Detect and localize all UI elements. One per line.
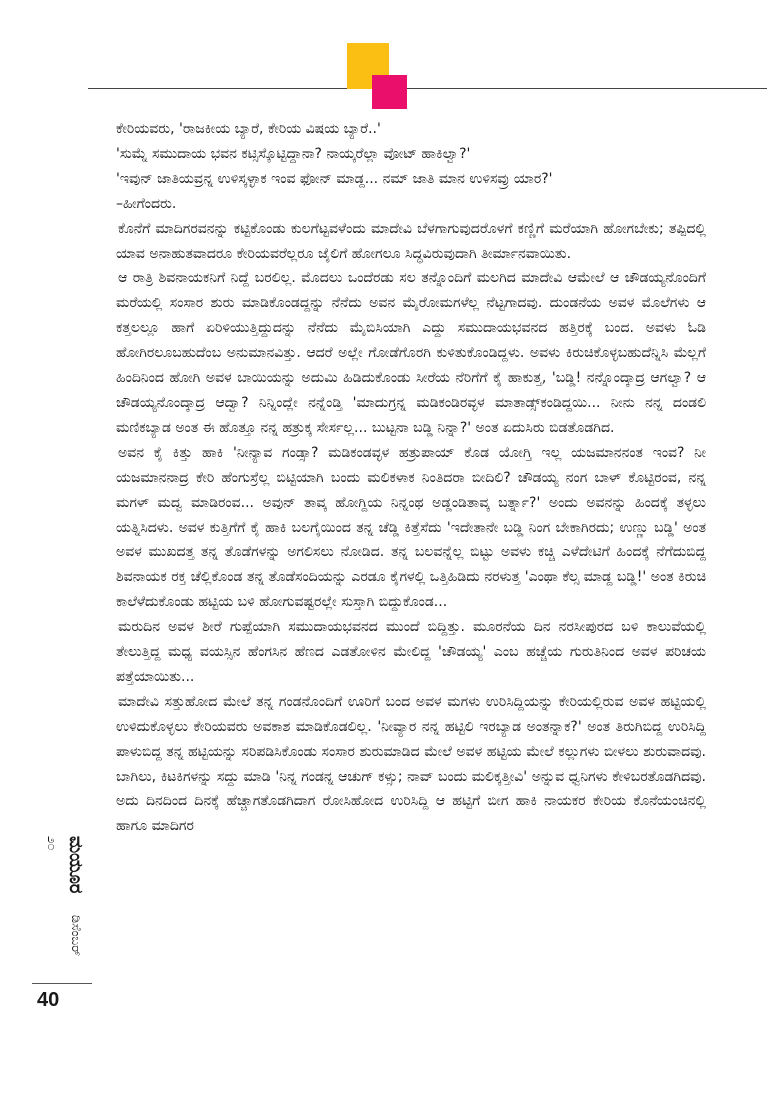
- article-body: [116, 117, 706, 839]
- page-number: 40: [37, 989, 60, 1011]
- issue-month: ಡಿಸೆಂಬರ್ ೨೦: [44, 836, 83, 957]
- paragraph-1: ಕೇರಿಯವರು, 'ರಾಜಕೀಯ ಬ್ಯಾರೆ, ಕೇರಿಯ ವಿಷಯ ಬ್ಯಾರೆ..': [116, 121, 381, 137]
- paragraph-6: ಆ ರಾತ್ರಿ ಶಿವನಾಯಕನಿಗೆ ನಿದ್ದೆ ಬರಲಿಲ್ಲ. ಮೊದಲು ಒಂದೆರಡು ಸಲ ತನ್ನೊಂದಿಗೆ ಮಲಗಿದ ಮಾದೇವಿ ಆಮೇಲೆ ಆ ಚೌಡಯ್ಯನೊಂದಿಗೆ ಮರೆಯಲ್ಲಿ ಸಂಸಾರ ಶುರು ಮಾಡಿಕೊಂಡದ್ದನ್ನು ನೆನೆದು ಅವನ ಮೈರೋಮಗಳೆಲ್ಲ ನೆಟ್ಟಗಾದವು. ದುಂಡನೆಯ ಅವಳ ಮೊಲೆಗಳು ಆ ಕತ್ತಲಲ್ಲೂ ಹಾಗೆ ಏರಿಳಿಯುತ್ತಿದ್ದುದನ್ನು ನೆನೆದು ಮೈಬಿಸಿಯಾಗಿ ಎದ್ದು ಸಮುದಾಯಭವನದ ಹತ್ತಿರಕ್ಕೆ ಬಂದ. ಅವಳು ಓಡಿ ಹೋಗಿರಲೂಬಹುದೆಂಬ ಅನುಮಾನವಿತ್ತು. ಆದರೆ ಅಲ್ಲೇ ಗೋಡೆಗೊರಗಿ ಕುಳಿತುಕೊಂಡಿದ್ದಳು. ಅವಳು ಕಿರುಚಿಕೊಳ್ಳಬಹುದೆನ್ನಿಸಿ ಮೆಲ್ಲಗೆ ಹಿಂದಿನಿಂದ ಹೋಗಿ ಅವಳ ಬಾಯಿಯನ್ನು ಅದುಮಿ ಹಿಡಿದುಕೊಂಡು ಸೀರೆಯ ನೆರಿಗೆಗೆ ಕೈ ಹಾಕುತ್ತ, 'ಬಡ್ಡಿ! ನನ್ನೊಂದ್ಕಾದ್ರ ಆಗಲ್ವಾ? ಆ ಚೌಡಯ್ಯನೊಂದ್ಕಾದ್ರ ಆದ್ವಾ? ನಿನ್ನಿಂದ್ಲೇ ನನ್ನೆಂಡ್ತಿ 'ಮಾದುಗ್ರನ್ನ ಮಡಿಕಂಡಿರವ್ಳಳ ಮಾತಾಡ್ಸ್‌ಕಂಡಿದ್ದಯಿ... ನೀನು ನನ್ನ ದಂಡಲಿ ಮಣಿಕಬ್ಯಾಡ ಅಂತ ಈ ಹೊತ್ತೂ ನನ್ನ ಹತ್ರುಕ್ಕ ಸೇರ್ಸಲ್ಲ... ಬುಟ್ಟನಾ ಬಡ್ಡಿ ನಿನ್ನಾ?' ಅಂತ ಏದುಸಿರು ಬಿಡತೊಡಗಿದ.: [116, 270, 706, 436]
- paragraph-8: ಮರುದಿನ ಅವಳ ಶೀರೆ ಗುಪ್ಪೆಯಾಗಿ ಸಮುದಾಯಭವನದ ಮುಂದೆ ಬಿದ್ದಿತ್ತು. ಮೂರನೆಯ ದಿನ ನರಸೀಪುರದ ಬಳಿ ಕಾಲುವೆಯಲ್ಲಿ ತೇಲುತ್ತಿದ್ದ ಮಧ್ಯ ವಯಸ್ಸಿನ ಹೆಂಗಸಿನ ಹೆಣದ ಎಡತೋಳಿನ ಮೇಲಿದ್ದ 'ಚೌಡಯ್ಯ' ಎಂಬ ಹಚ್ಚೆಯ ಗುರುತಿನಿಂದ ಅವಳ ಪರಿಚಯ ಪತ್ತೆಯಾಯಿತು...: [116, 619, 706, 685]
- sidebar-rule: [32, 983, 92, 984]
- paragraph-9: ಮಾದೇವಿ ಸತ್ತುಹೋದ ಮೇಲೆ ತನ್ನ ಗಂಡನೊಂದಿಗೆ ಊರಿಗೆ ಬಂದ ಅವಳ ಮಗಳು ಉರಿಸಿದ್ದಿಯನ್ನು ಕೇರಿಯಲ್ಲಿರುವ ಅವಳ ಹಟ್ಟಿಯಲ್ಲಿ ಉಳಿದುಕೊಳ್ಳಲು ಕೇರಿಯವರು ಅವಕಾಶ ಮಾಡಿಕೊಡಲಿಲ್ಲ. 'ನೀವ್ಯಾರ ನನ್ನ ಹಟ್ಟಿಲಿ ಇರಬ್ಯಾಡ ಅಂತನ್ನಾಕ?' ಅಂತ ತಿರುಗಿಬಿದ್ದ ಉರಿಸಿದ್ದಿ ಪಾಳುಬಿದ್ದ ತನ್ನ ಹಟ್ಟಿಯನ್ನು ಸರಿಪಡಿಸಿಕೊಂಡು ಸಂಸಾರ ಶುರುಮಾಡಿದ ಮೇಲೆ ಅವಳ ಹಟ್ಟಿಯ ಮೇಲೆ ಕಲ್ಲುಗಳು ಬೀಳಲು ಶುರುವಾದವು. ಬಾಗಿಲು, ಕಿಟಕಿಗಳನ್ನು ಸದ್ದು ಮಾಡಿ 'ನಿನ್ನ ಗಂಡನ್ನ ಆಚುಗ್ ಕಳ್ಸು; ನಾವ್ ಬಂದು ಮಲಿಕ್ಕತ್ತೀವಿ' ಅನ್ನುವ ಧ್ವನಿಗಳು ಕೇಳಿಬರತೊಡಗಿದವು. ಅದು ದಿನದಿಂದ ದಿನಕ್ಕೆ ಹೆಚ್ಚಾಗತೊಡಗಿದಾಗ ರೋಸಿಹೋದ ಉರಿಸಿದ್ದಿ ಆ ಹಟ್ಟಿಗೆ ಬೀಗ ಹಾಕಿ ನಾಯಕರ ಕೇರಿಯ ಕೊನೆಯಂಚಿನಲ್ಲಿ ಹಾಗೂ ಮಾದಿಗರ: [116, 693, 706, 835]
- sidebar-masthead: [44, 836, 87, 974]
- paragraph-3: 'ಇವುನ್ ಜಾತಿಯವ್ರನ್ನ ಉಳಿಸ್ಕಳ್ಳಾಕ ಇಂವ ಫೋನ್ ಮಾಡ್ದ... ನಮ್ ಜಾತಿ ಮಾನ ಉಳಿಸವ್ರು ಯಾರ?': [116, 170, 553, 187]
- paragraph-2: 'ಸುಮ್ನೆ ಸಮುದಾಯ ಭವನ ಕಟ್ಸಿಸ್ಕೊಟ್ಟಿದ್ದಾನಾ? ನಾಯ್ಕರೆಲ್ಲಾ ವೋಟ್ ಹಾಕಿಲ್ವಾ?': [116, 145, 471, 162]
- decor-pink-square: [372, 75, 407, 109]
- paragraph-4: –ಹೀಗೆಂದರು.: [116, 195, 177, 212]
- paragraph-5: ಕೊನೆಗೆ ಮಾದಿಗರವನನ್ನು ಕಟ್ಟಿಕೊಂಡು ಕುಲಗೆಟ್ಟವಳೆಂದು ಮಾದೇವಿ ಬೆಳಗಾಗುವುದರೊಳಗೆ ಕಣ್ಣಿಗೆ ಮರೆಯಾಗಿ ಹೋಗಬೇಕು; ತಪ್ಪಿದಲ್ಲಿ ಯಾವ ಅನಾಹುತವಾದರೂ ಕೇರಿಯವರೆಲ್ಲರೂ ಜೈಲಿಗೆ ಹೋಗಲೂ ಸಿದ್ಧವಿರುವುದಾಗಿ ತೀರ್ಮಾನವಾಯಿತು.: [116, 220, 706, 262]
- paragraph-7: ಅವನ ಕೈ ಕಿತ್ತು ಹಾಕಿ 'ನೀನ್ಯಾವ ಗಂಡ್ಸಾ? ಮಡಿಕಂಡವ್ಳಳ ಹತ್ರುಪಾಯ್ ಕೊಡ ಯೋಗ್ತಿ ಇಲ್ಲ ಯಜಮಾನನಂತ ಇಂವ? ನೀ ಯಜಮಾನನಾದ್ರ ಕೇರಿ ಹೆಂಗುಸ್ರೆಲ್ಲ ಬಿಟ್ಟಿಯಾಗಿ ಬಂದು ಮಲಿಕಳಾಕ ನಿಂತಿದರಾ ಬೀದಿಲಿ? ಚೌಡಯ್ಯ ನಂಗ ಬಾಳ್ ಕೊಟ್ಟಿರಂವ, ನನ್ನ ಮಗಳ್ ಮದ್ವ ಮಾಡಿರಂವ... ಅವುನ್ ತಾವ್ಕ ಹೋಗ್ದಿಯ ನಿನ್ನಂಥ ಅಡ್ಡಂಡಿತಾವ್ಕ ಬರ್ತ್ನಾ?' ಅಂದು ಅವನನ್ನು ಹಿಂದಕ್ಕೆ ತಳ್ಳಲು ಯತ್ನಿಸಿದಳು. ಅವಳ ಕುತ್ತಿಗೆಗೆ ಕೈ ಹಾಕಿ ಬಲಗೈಯಿಂದ ತನ್ನ ಚೆಡ್ಡಿ ಕಿತ್ತೆಸೆದು 'ಇದೇತಾನೇ ಬಡ್ಡಿ ನಿಂಗ ಬೇಕಾಗಿರದು; ಉಣ್ಣು ಬಡ್ಡಿ' ಅಂತ ಅವಳ ಮುಖದತ್ತ ತನ್ನ ತೊಡೆಗಳನ್ನು ಅಗಲಿಸಲು ನೋಡಿದ. ತನ್ನ ಬಲವನ್ನೆಲ್ಲ ಬಿಟ್ಟು ಅವಳು ಕಚ್ಚಿ ಎಳೆದೇಟಿಗೆ ಹಿಂದಕ್ಕೆ ನೆಗೆದುಬಿದ್ದ ಶಿವನಾಯಕ ರಕ್ತ ಚೆಲ್ಲಿಕೊಂಡ ತನ್ನ ತೊಡೆಸಂದಿಯನ್ನು ಎರಡೂ ಕೈಗಳಲ್ಲಿ ಒತ್ತಿಹಿಡಿದು ನರಳುತ್ತ 'ಎಂಥಾ ಕೆಲ್ಸ ಮಾಡ್ದ ಬಡ್ಡಿ!' ಅಂತ ಕಿರುಚಿ ಕಾಲೆಳೆದುಕೊಂಡು ಹಟ್ಟಿಯ ಬಳಿ ಹೋಗುವಷ್ಟರಲ್ಲೇ ಸುಸ್ತಾಗಿ ಬಿದ್ದುಕೊಂಡ...: [116, 444, 706, 611]
- magazine-name: ಮಯೂರ: [65, 836, 86, 894]
- header-rule: [88, 88, 767, 89]
